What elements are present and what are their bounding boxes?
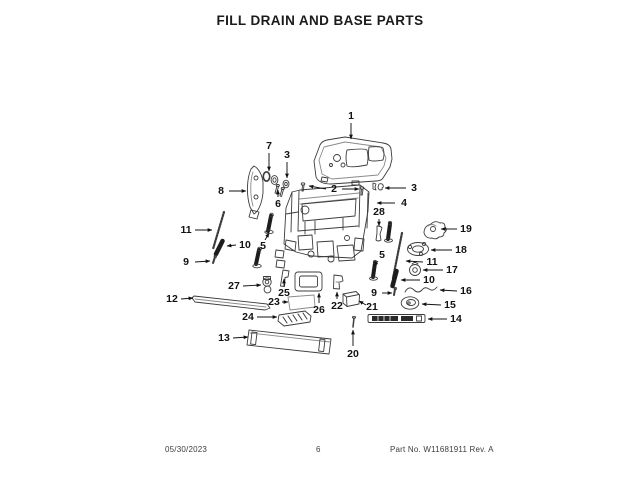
part-3-clips-right bbox=[373, 183, 383, 190]
callout-label-13: 13 bbox=[218, 331, 230, 344]
callout-label-5: 5 bbox=[379, 248, 385, 261]
part-19-clamp bbox=[424, 222, 446, 239]
part-21-box bbox=[343, 292, 360, 307]
footer-part-number: Part No. W11681911 Rev. A bbox=[390, 445, 494, 454]
callout-21-leader bbox=[359, 301, 366, 305]
part-8-bracket bbox=[247, 166, 263, 219]
part-20-pin bbox=[352, 316, 355, 327]
footer-date: 05/30/2023 bbox=[165, 445, 208, 454]
callout-label-9: 9 bbox=[371, 286, 377, 299]
callout-label-3: 3 bbox=[411, 181, 417, 194]
part-3-grommet-left bbox=[283, 180, 289, 188]
callout-label-22: 22 bbox=[331, 299, 343, 312]
part-25-bracket bbox=[281, 270, 290, 287]
part-22-bracket bbox=[334, 275, 344, 289]
part-12-trim-strip bbox=[192, 296, 270, 310]
callout-label-4: 4 bbox=[401, 196, 407, 209]
callout-label-20: 20 bbox=[347, 347, 359, 360]
callout-label-1: 1 bbox=[348, 109, 354, 122]
part-13-access-panel bbox=[247, 330, 331, 354]
callout-label-11: 11 bbox=[426, 255, 438, 268]
callout-label-27: 27 bbox=[228, 279, 240, 292]
callout-label-10: 10 bbox=[423, 273, 435, 286]
part-24-grille bbox=[278, 311, 311, 326]
callout-10-leader bbox=[227, 245, 236, 246]
callout-12-leader bbox=[181, 298, 193, 299]
callout-16-leader bbox=[440, 290, 457, 291]
callout-15-leader bbox=[422, 304, 441, 305]
callout-label-28: 28 bbox=[373, 205, 385, 218]
callout-label-17: 17 bbox=[446, 263, 458, 276]
part-23-panel bbox=[288, 295, 315, 310]
part-9-pin-left bbox=[213, 255, 217, 263]
part-4-base-frame bbox=[275, 182, 369, 268]
part-17-cup bbox=[410, 262, 421, 276]
callout-label-25: 25 bbox=[278, 286, 290, 299]
callout-label-8: 8 bbox=[218, 184, 224, 197]
callout-label-26: 26 bbox=[313, 303, 325, 316]
part-15-grommet bbox=[401, 297, 419, 309]
callout-label-2: 2 bbox=[331, 182, 337, 195]
callout-label-7: 7 bbox=[266, 139, 272, 152]
callout-13-leader bbox=[233, 337, 248, 338]
callout-9-leader bbox=[195, 261, 210, 262]
part-10-damper-left bbox=[216, 241, 223, 254]
callout-label-14: 14 bbox=[450, 312, 462, 325]
part-27-valve bbox=[263, 277, 271, 293]
callout-label-19: 19 bbox=[460, 222, 472, 235]
callout-label-21: 21 bbox=[366, 300, 378, 313]
part-16-wire bbox=[405, 287, 437, 292]
part-18-mount bbox=[408, 242, 429, 255]
part-9-pin-right bbox=[394, 287, 396, 295]
callout-label-18: 18 bbox=[455, 243, 467, 256]
callout-label-9: 9 bbox=[183, 255, 189, 268]
callout-label-12: 12 bbox=[166, 292, 178, 305]
part-14-strip bbox=[368, 315, 425, 323]
callout-label-3: 3 bbox=[284, 148, 290, 161]
footer-page-number: 6 bbox=[316, 445, 321, 454]
callout-label-15: 15 bbox=[444, 298, 456, 311]
part-7-seals bbox=[263, 172, 278, 185]
callout-label-10: 10 bbox=[239, 238, 251, 251]
callout-label-24: 24 bbox=[242, 310, 254, 323]
callout-11-leader bbox=[406, 261, 423, 262]
callout-label-5: 5 bbox=[260, 239, 266, 252]
part-28-bracket bbox=[376, 221, 393, 242]
callout-label-11: 11 bbox=[180, 223, 192, 236]
part-26-gasket bbox=[295, 272, 322, 291]
callout-label-23: 23 bbox=[268, 295, 280, 308]
part-1-base-pan bbox=[314, 137, 392, 185]
callout-label-16: 16 bbox=[460, 284, 472, 297]
callout-label-6: 6 bbox=[275, 197, 281, 210]
page-title: FILL DRAIN AND BASE PARTS bbox=[216, 13, 424, 28]
callout-27-leader bbox=[243, 285, 261, 286]
